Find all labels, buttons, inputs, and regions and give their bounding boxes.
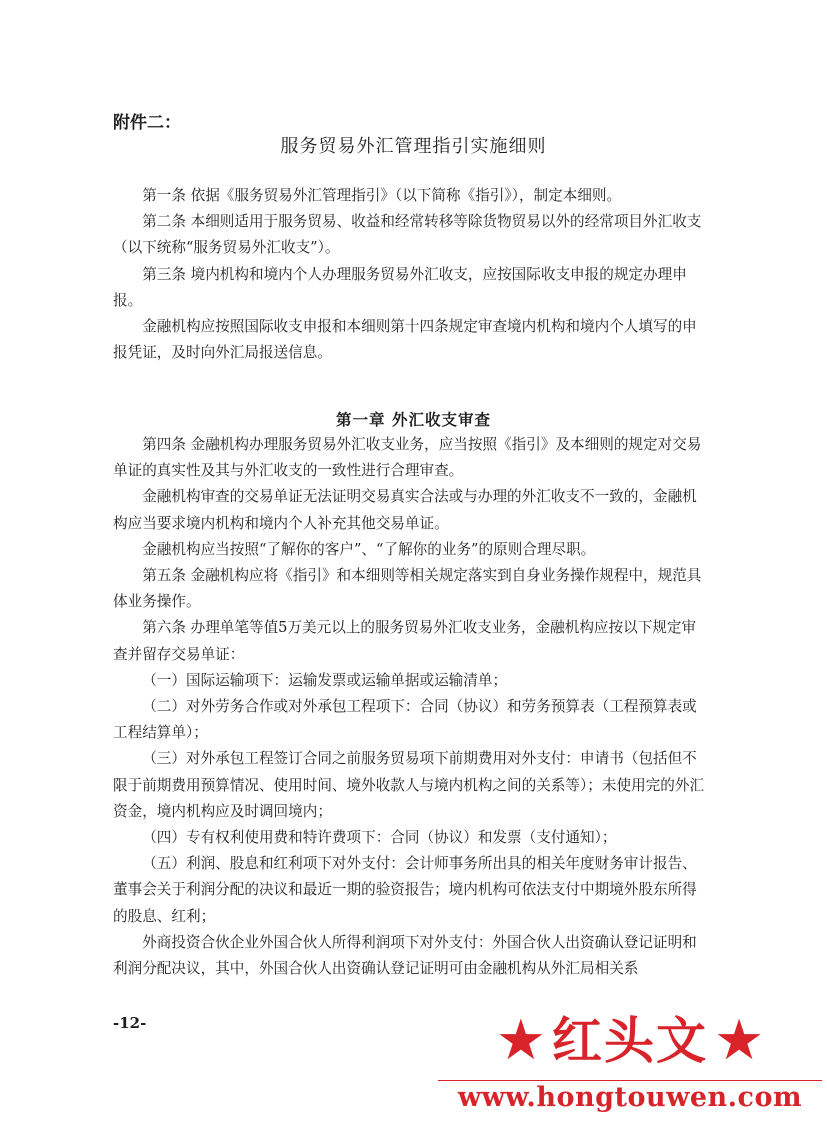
paragraph-article-3: 第三条 境内机构和境内个人办理服务贸易外汇收支，应按国际收支申报的规定办理申报。	[113, 265, 687, 309]
watermark-divider	[438, 1080, 822, 1081]
watermark-brand: 红头文	[552, 1012, 708, 1070]
list-item-profit: （五）利润、股息和红利项下对外支付：会计师事务所出具的相关年度财务审计报告、董事会关于利润分配的决议和最近一期的验资报告；境内机构可依法支付中期境外股东所得的股息、红利；	[113, 855, 697, 925]
watermark	[436, 1004, 824, 1112]
watermark-url: www.hongtouwen.com	[457, 1082, 803, 1113]
list-item-preliminary: （三）对外承包工程签订合同之前服务贸易项下前期费用对外支付：申请书（包括但不限于前期费用预算情况、使用时间、境外收款人与境内机构之间的关系等）；未使用完的外汇资金，境内机构应及时调回境内；	[113, 750, 705, 820]
paragraph-article-1: 第一条 依据《服务贸易外汇管理指引》（以下简称《指引》），制定本细则。	[142, 187, 622, 204]
list-item-labor: （二）对外劳务合作或对外承包工程项下：合同（协议）和劳务预算表（工程预算表或工程结算单）；	[113, 698, 697, 742]
chapter-heading: 第一章 外汇收支审查	[336, 411, 491, 429]
paragraph-article-3-note: 金融机构应按照国际收支申报和本细则第十四条规定审查境内机构和境内个人填写的申报凭证，及时向外汇局报送信息。	[113, 318, 697, 362]
document-title: 服务贸易外汇管理指引实施细则	[280, 136, 547, 157]
page-number: -12-	[113, 1014, 147, 1032]
paragraph-article-4: 第四条 金融机构办理服务贸易外汇收支业务，应当按照《指引》及本细则的规定对交易单证的真实性及其与外汇收支的一致性进行合理审查。	[113, 436, 702, 480]
paragraph-partnership: 外商投资合伙企业外国合伙人所得利润项下对外支付：外国合伙人出资确认登记证明和利润分配决议，其中，外国合伙人出资确认登记证明可由金融机构从外汇局相关系	[113, 933, 697, 978]
paragraph-article-4-diligence: 金融机构应当按照“了解你的客户”、“了解你的业务”的原则合理尽职。	[142, 540, 596, 558]
chapter-section	[113, 432, 705, 982]
list-item-royalty: （四）专有权利使用费和特许费项下：合同（协议）和发票（支付通知）；	[142, 829, 617, 847]
star-icon: ★	[714, 1008, 765, 1073]
intro-section	[113, 183, 705, 366]
paragraph-article-4-review: 金融机构审查的交易单证无法证明交易真实合法或与办理的外汇收支不一致的，金融机构应当要求境内机构和境内个人补充其他交易单证。	[113, 488, 697, 532]
paragraph-article-5: 第五条 金融机构应将《指引》和本细则等相关规定落实到自身业务操作规程中，规范具体业务操作。	[113, 567, 702, 611]
star-icon: ★	[495, 1008, 546, 1073]
watermark-brand-line	[436, 1006, 824, 1076]
paragraph-article-2: 第二条 本细则适用于服务贸易、收益和经常转移等除货物贸易以外的经常项目外汇收支（以下统称“服务贸易外汇收支”）。	[113, 213, 702, 257]
attachment-label: 附件二：	[113, 113, 181, 133]
list-item-transport: （一）国际运输项下：运输发票或运输单据或运输清单；	[142, 671, 508, 689]
paragraph-article-6: 第六条 办理单笔等值5万美元以上的服务贸易外汇收支业务，金融机构应按以下规定审查并留存交易单证：	[113, 619, 697, 663]
